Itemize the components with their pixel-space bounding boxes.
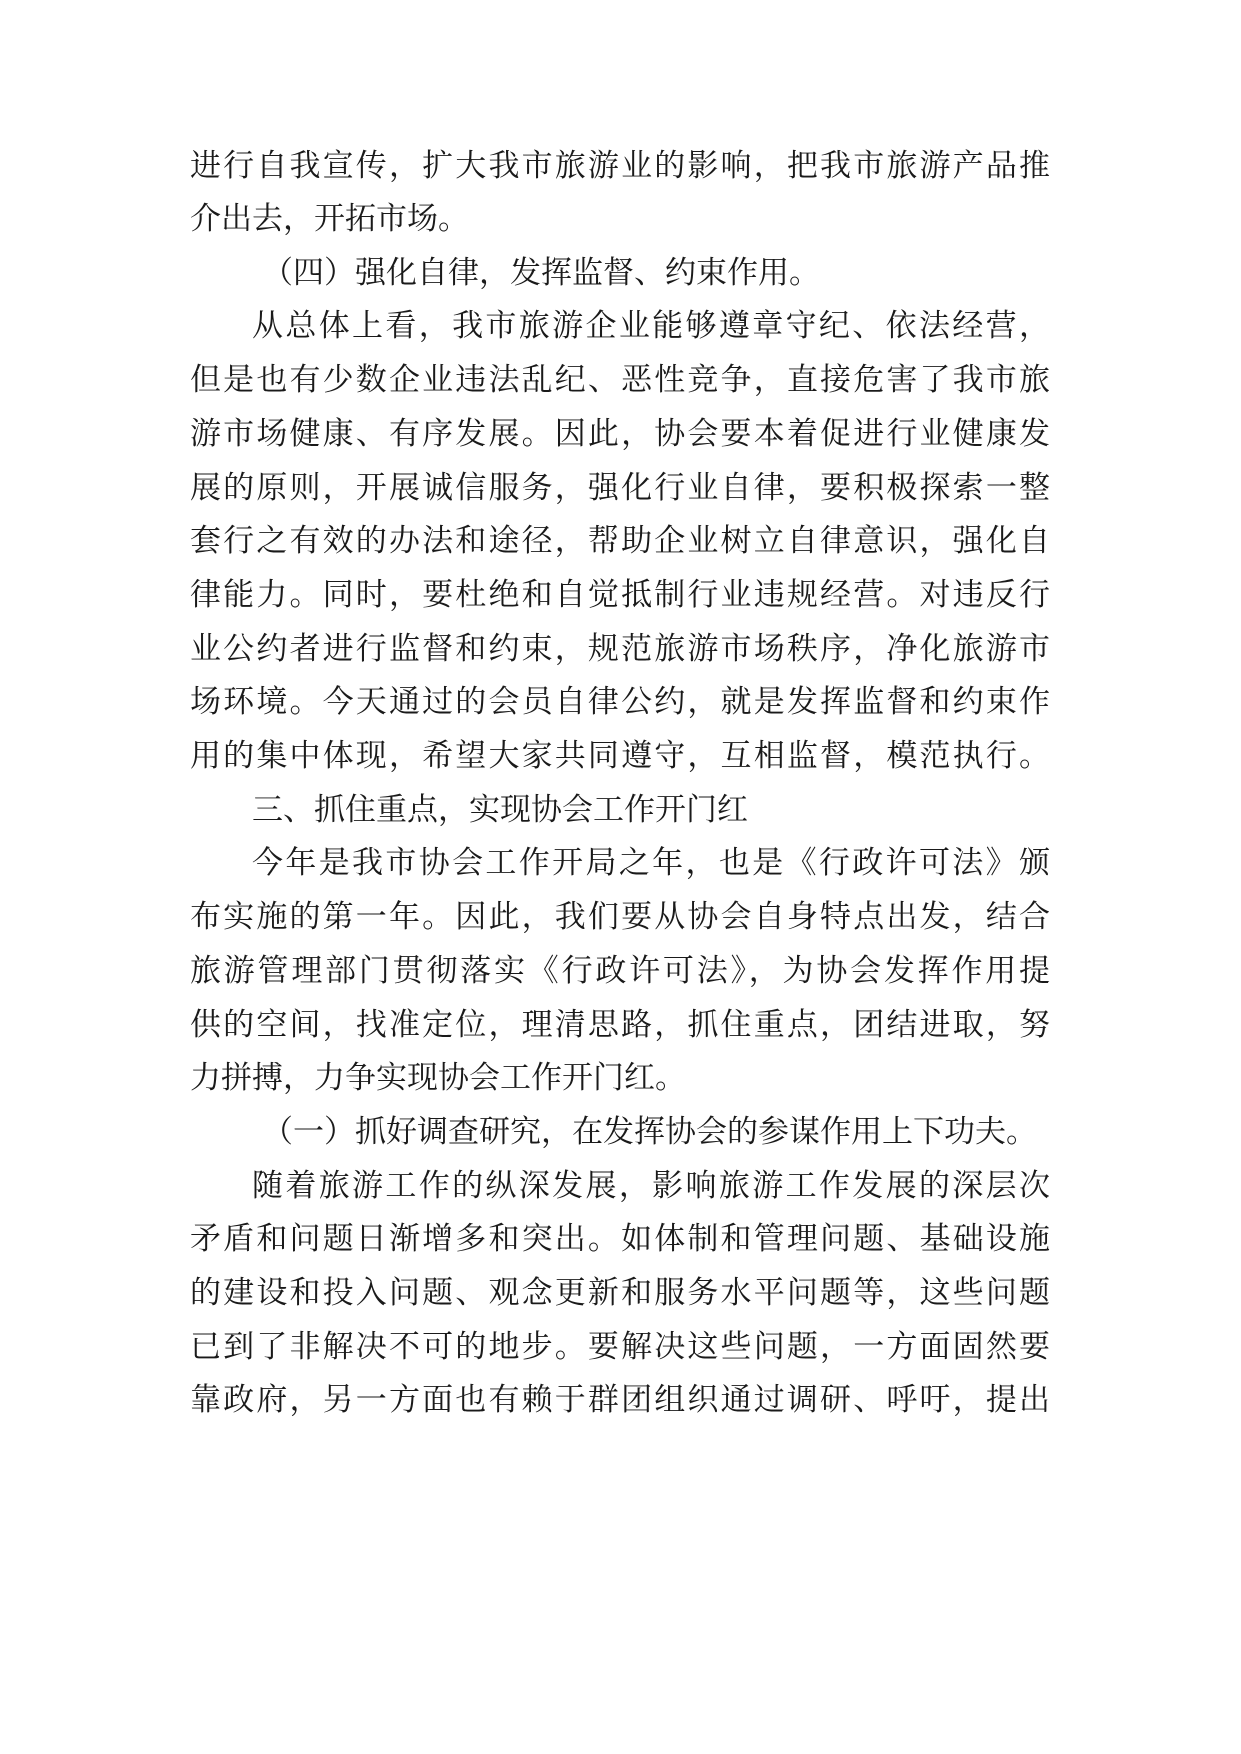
paragraph-line: 的建设和投入问题、观念更新和服务水平问题等，这些问题 bbox=[190, 1275, 1050, 1311]
paragraph-line: 介出去，开拓市场。 bbox=[190, 201, 469, 237]
paragraph-line: 今年是我市协会工作开局之年，也是《行政许可法》颁 bbox=[252, 845, 1050, 881]
section-heading: （一）抓好调查研究，在发挥协会的参谋作用上下功夫。 bbox=[262, 1114, 1037, 1150]
paragraph-line: 供的空间，找准定位，理清思路，抓住重点，团结进取，努 bbox=[190, 1007, 1050, 1043]
paragraph-line: 但是也有少数企业违法乱纪、恶性竞争，直接危害了我市旅 bbox=[190, 362, 1050, 398]
paragraph-line: 展的原则，开展诚信服务，强化行业自律，要积极探索一整 bbox=[190, 470, 1050, 506]
paragraph-line: 套行之有效的办法和途径，帮助企业树立自律意识，强化自 bbox=[190, 523, 1050, 559]
section-heading: （四）强化自律，发挥监督、约束作用。 bbox=[262, 255, 820, 291]
paragraph-line: 靠政府，另一方面也有赖于群团组织通过调研、呼吁，提出 bbox=[190, 1382, 1050, 1418]
paragraph-line: 游市场健康、有序发展。因此，协会要本着促进行业健康发 bbox=[190, 416, 1050, 452]
paragraph-line: 矛盾和问题日渐增多和突出。如体制和管理问题、基础设施 bbox=[190, 1221, 1050, 1257]
paragraph-line: 业公约者进行监督和约束，规范旅游市场秩序，净化旅游市 bbox=[190, 631, 1050, 667]
paragraph-line: 力拼搏，力争实现协会工作开门红。 bbox=[190, 1060, 686, 1096]
paragraph-line: 旅游管理部门贯彻落实《行政许可法》，为协会发挥作用提 bbox=[190, 953, 1050, 989]
paragraph-line: 已到了非解决不可的地步。要解决这些问题，一方面固然要 bbox=[190, 1329, 1050, 1365]
paragraph-line: 布实施的第一年。因此，我们要从协会自身特点出发，结合 bbox=[190, 899, 1050, 935]
paragraph-line: 律能力。同时，要杜绝和自觉抵制行业违规经营。对违反行 bbox=[190, 577, 1050, 613]
paragraph-line: 用的集中体现，希望大家共同遵守，互相监督，模范执行。 bbox=[190, 738, 1050, 774]
paragraph-line: 场环境。今天通过的会员自律公约，就是发挥监督和约束作 bbox=[190, 684, 1050, 720]
paragraph-line: 随着旅游工作的纵深发展，影响旅游工作发展的深层次 bbox=[252, 1168, 1050, 1204]
section-heading: 三、抓住重点，实现协会工作开门红 bbox=[252, 792, 748, 828]
paragraph-line: 从总体上看，我市旅游企业能够遵章守纪、依法经营， bbox=[252, 308, 1050, 344]
paragraph-line: 进行自我宣传，扩大我市旅游业的影响，把我市旅游产品推 bbox=[190, 148, 1050, 184]
